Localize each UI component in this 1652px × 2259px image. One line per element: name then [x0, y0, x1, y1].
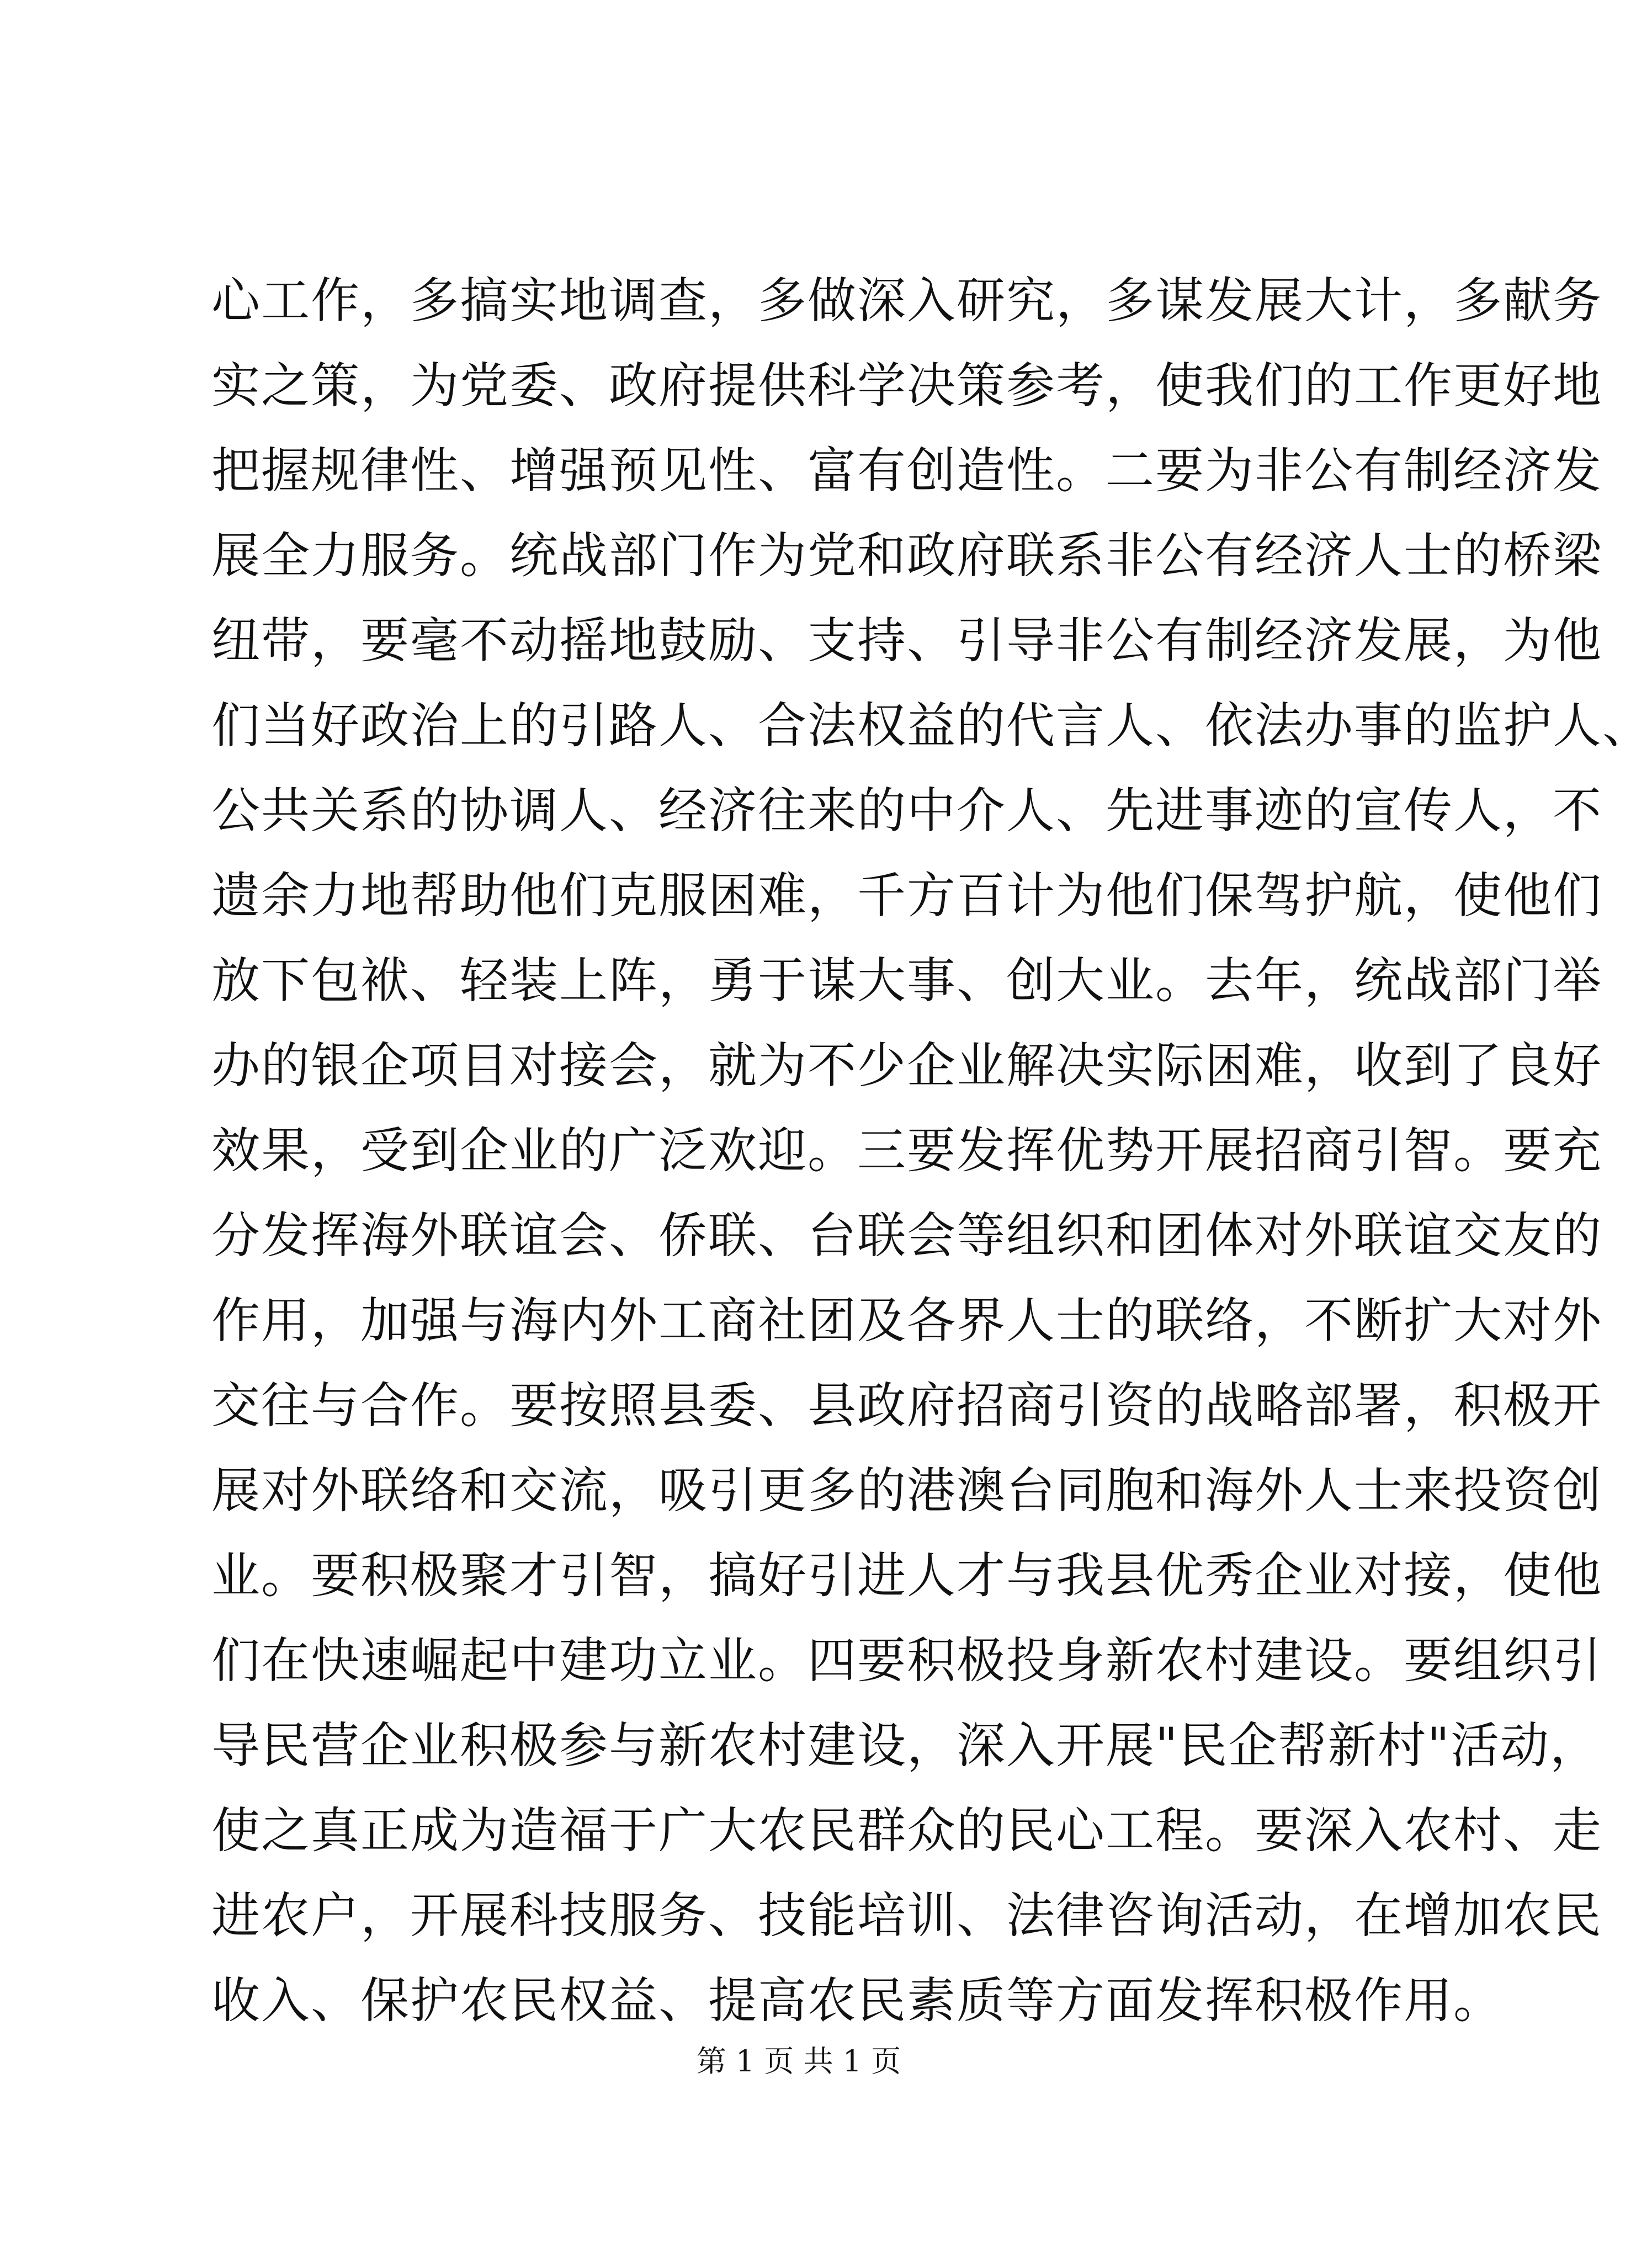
body-text — [211, 258, 1652, 2043]
text-line: 公共关系的协调人、经济往来的中介人、先进事迹的宣传人，不 — [211, 782, 1603, 839]
text-line: 纽带，要毫不动摇地鼓励、支持、引导非公有制经济发展，为他 — [211, 612, 1603, 669]
text-line: 分发挥海外联谊会、侨联、台联会等组织和团体对外联谊交友的 — [211, 1207, 1603, 1264]
text-line: 交往与合作。要按照县委、县政府招商引资的战略部署，积极开 — [211, 1377, 1603, 1434]
text-line: 把握规律性、增强预见性、富有创造性。二要为非公有制经济发 — [211, 442, 1603, 499]
text-line: 办的银企项目对接会，就为不少企业解决实际困难，收到了良好 — [211, 1037, 1603, 1094]
text-line: 展全力服务。统战部门作为党和政府联系非公有经济人士的桥梁 — [211, 527, 1603, 584]
text-line: 们在快速崛起中建功立业。四要积极投身新农村建设。要组织引 — [211, 1632, 1603, 1689]
text-line: 们当好政治上的引路人、合法权益的代言人、依法办事的监护人、 — [211, 697, 1652, 754]
text-line: 使之真正成为造福于广大农民群众的民心工程。要深入农村、走 — [211, 1802, 1603, 1859]
page-number-footer: 第 1 页 共 1 页 — [696, 2044, 901, 2079]
text-line: 业。要积极聚才引智，搞好引进人才与我县优秀企业对接，使他 — [211, 1547, 1603, 1604]
text-line: 导民营企业积极参与新农村建设，深入开展"民企帮新村"活动， — [211, 1717, 1600, 1774]
text-line: 收入、保护农民权益、提高农民素质等方面发挥积极作用。 — [211, 1972, 1504, 2029]
text-line: 放下包袱、轻装上阵，勇于谋大事、创大业。去年，统战部门举 — [211, 952, 1603, 1009]
text-line: 展对外联络和交流，吸引更多的港澳台同胞和海外人士来投资创 — [211, 1462, 1603, 1519]
text-line: 进农户，开展科技服务、技能培训、法律咨询活动，在增加农民 — [211, 1887, 1603, 1944]
text-line: 心工作，多搞实地调查，多做深入研究，多谋发展大计，多献务 — [211, 272, 1603, 329]
text-line: 作用，加强与海内外工商社团及各界人士的联络，不断扩大对外 — [211, 1292, 1603, 1349]
text-line: 实之策，为党委、政府提供科学决策参考，使我们的工作更好地 — [211, 357, 1603, 414]
text-line: 遗余力地帮助他们克服困难，千方百计为他们保驾护航，使他们 — [211, 867, 1603, 924]
text-line: 效果，受到企业的广泛欢迎。三要发挥优势开展招商引智。要充 — [211, 1122, 1603, 1179]
